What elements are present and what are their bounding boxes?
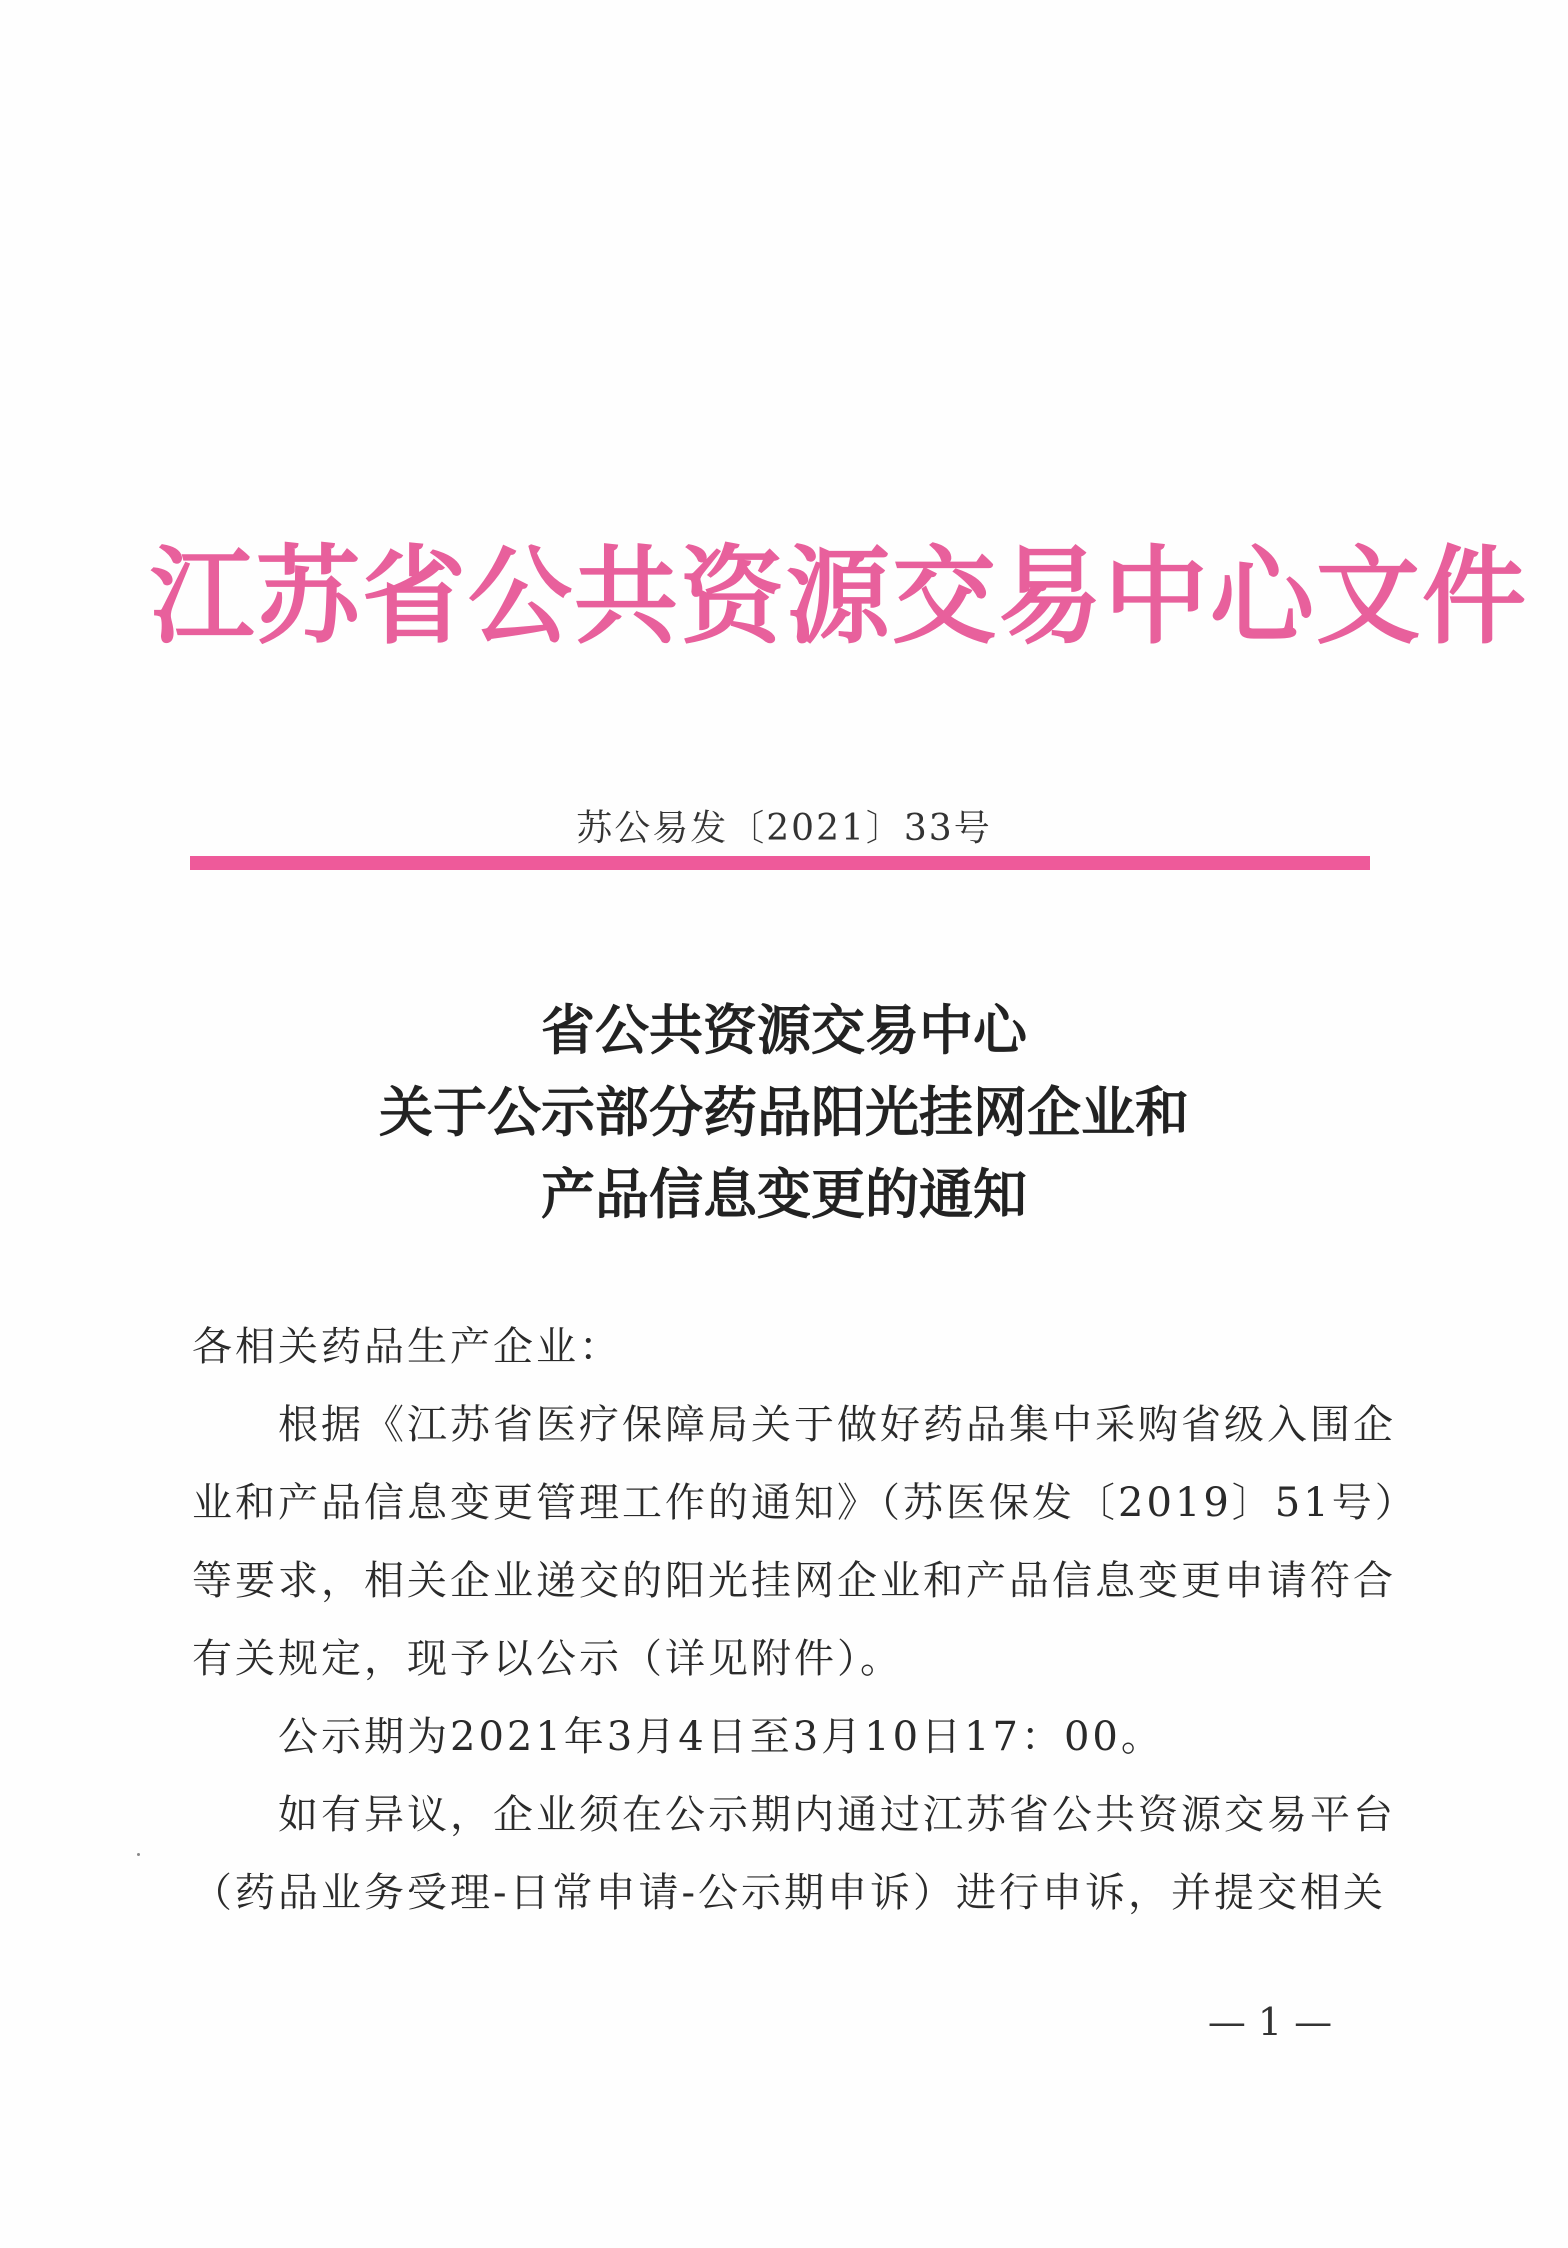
- red-rule-divider: [190, 856, 1370, 870]
- page-number: — 1 —: [1207, 2000, 1333, 2044]
- paragraph-2: 公示期为2021年3月4日至3月10日17：00。: [278, 1714, 1164, 1760]
- title-line-3: 产品信息变更的通知: [541, 1163, 1027, 1226]
- paragraph-1-line-3: 等要求，相关企业递交的阳光挂网企业和产品信息变更申请符合: [192, 1558, 1396, 1604]
- title-line-2: 关于公示部分药品阳光挂网企业和: [379, 1081, 1189, 1144]
- paragraph-1-line-4: 有关规定，现予以公示（详见附件）。: [192, 1636, 903, 1682]
- paragraph-1-line-1: 根据《江苏省医疗保障局关于做好药品集中采购省级入围企: [278, 1402, 1396, 1448]
- scan-artifact-dot: [137, 1853, 140, 1856]
- paragraph-3-line-2: （药品业务受理-日常申请-公示期申诉）进行申诉，并提交相关: [192, 1870, 1387, 1916]
- notice-body: [192, 1308, 1418, 1932]
- notice-title: [0, 990, 1568, 1236]
- paragraph-3-line-1: 如有异议，企业须在公示期内通过江苏省公共资源交易平台: [278, 1792, 1396, 1838]
- document-number: 苏公易发〔2021〕33号: [576, 808, 992, 849]
- paragraph-1-line-2: 业和产品信息变更管理工作的通知》（苏医保发〔2019〕51号）: [192, 1480, 1418, 1526]
- title-line-1: 省公共资源交易中心: [541, 999, 1027, 1062]
- masthead-title: 江苏省公共资源交易中心文件: [150, 534, 1529, 660]
- salutation: 各相关药品生产企业：: [192, 1324, 622, 1370]
